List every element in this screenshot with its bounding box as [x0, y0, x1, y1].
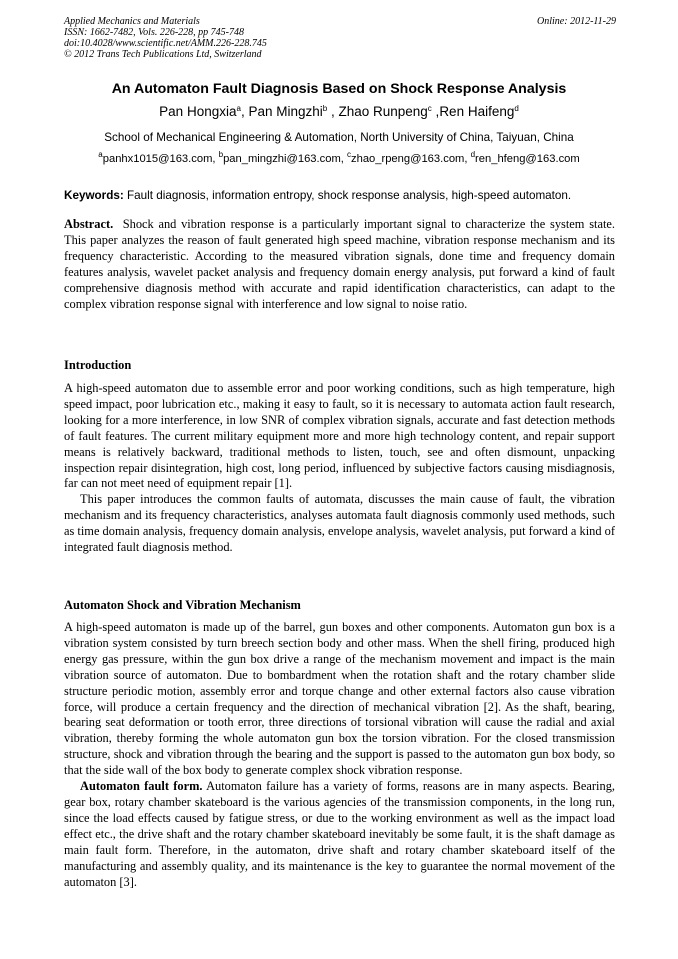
copyright-line: © 2012 Trans Tech Publications Ltd, Switzerland: [64, 49, 262, 60]
email-separator: ,: [340, 153, 347, 165]
email-mark: b: [218, 150, 224, 159]
fault-form-lead: Automaton fault form.: [80, 779, 203, 794]
email-address[interactable]: panhx1015@163.com: [102, 153, 213, 165]
author-separator: ,: [327, 104, 339, 119]
author-separator: ,: [431, 104, 440, 119]
abstract-text: Shock and vibration response is a particularly important signal to characterize the system state. This paper analyzes the reason of fault generated high speed machine, vibration response mechanism and its frequency characteristic. According to the measured vibration signals, done time and frequency domain features analysis, wavelet packet analysis and frequency domain energy analysis, put forward a kind of fault comprehensive diagnosis method with accurate and rapid identification characteristics, can adapt to the complex vibration response signal with interference and low signal to noise ratio.: [64, 217, 615, 311]
email-mark: a: [98, 150, 103, 159]
mechanism-body: [64, 620, 615, 890]
fault-form-text: Automaton failure has a variety of forms, reasons are in many aspects. Bearing, gear box, rotary chamber skateboard is the various agencies of the transmission components, in the long run, since the load effects caused by fatigue stress, or due to the working environment as well as the impact load effect etc., the drive shaft and the rotary chamber skateboard inevitably be some fault, it is the shaft damage as main fault form. Therefore, in the automaton, drive shaft and rotary chamber skateboard itself of the manufacturing and assembly quality, and its maintenance is the key to guarantee the normal movement of the automaton [3].: [64, 779, 615, 889]
author-separator: ,: [240, 104, 249, 119]
issn-line: ISSN: 1662-7482, Vols. 226-228, pp 745-748: [64, 27, 244, 38]
email-mark: d: [470, 150, 476, 159]
author-mark: c: [427, 104, 432, 113]
keywords: [64, 188, 624, 203]
email-separator: ,: [464, 153, 471, 165]
paper-title: An Automaton Fault Diagnosis Based on Shock Response Analysis: [111, 81, 567, 97]
doi-line[interactable]: doi:10.4028/www.scientific.net/AMM.226-228.745: [64, 38, 267, 49]
introduction-body: [64, 381, 615, 556]
author-name: Zhao Runpeng: [338, 104, 428, 119]
author-name: Pan Mingzhi: [248, 104, 323, 119]
author-mark: a: [236, 104, 241, 113]
intro-paragraph-1: A high-speed automaton due to assemble error and poor working conditions, such as high temperature, high speed impact, poor lubrication etc., making it easy to fault, so it is necessary to automata action fault research, looking for a more interference, in low SNR of complex vibration signals, accurate and fast detection methods of fault features. The current military equipment more and more high technology content, and repair support means is relatively backward, traditional methods to listen, touch, see and often dismount, unpacking inspection repair disintegration, high cost, long period, influenced by subjective factors causing misdiagnosis, far can not meet need of equipment repair [1].: [64, 381, 615, 491]
intro-paragraph-2: This paper introduces the common faults of automata, discusses the main cause of fault, the vibration mechanism and its frequency characteristics, analyses automata fault diagnosis commonly used methods, such as time domain analysis, frequency domain analysis, envelope analysis, wavelet analysis, put forward a kind of integrated fault diagnosis method.: [64, 492, 615, 555]
author-name: Ren Haifeng: [439, 104, 515, 119]
author-name: Pan Hongxia: [159, 104, 237, 119]
author-mark: b: [322, 104, 328, 113]
section-heading-introduction: Introduction: [64, 358, 132, 372]
email-separator: ,: [212, 153, 219, 165]
mechanism-paragraph-1: A high-speed automaton is made up of the barrel, gun boxes and other components. Automaton gun box is a vibration system consisted by turn breech section body and other mass. When the shell firing, produced high energy gas pressure, within the gun box drive a range of the mechanism movement and impact is the main vibration source of automaton. Due to bombardment when the rotation shaft and the rotary chamber slide structure periodic motion, assembly error and torque change and other external factors also cause vibration force, will produce a certain frequency and the direction of mechanical vibration [2]. As the shaft, bearing, bearing seat deformation or tooth error, three directions of torsional vibration will cause the radial and axial vibration, thereby forming the whole automaton gun box the torsion vibration. For the closed transmission structure, shock and vibration through the bearing and the support is passed to the automaton gun box body, so that the side wall of the box body to generate complex shock vibration response.: [64, 620, 615, 778]
keywords-label: Keywords:: [64, 189, 124, 202]
author-mark: d: [514, 104, 519, 113]
author-list: [40, 103, 638, 121]
journal-name: Applied Mechanics and Materials: [64, 16, 200, 27]
email-list: [40, 152, 638, 167]
email-address[interactable]: ren_hfeng@163.com: [475, 153, 580, 165]
abstract-label: Abstract.: [64, 217, 114, 231]
email-address[interactable]: pan_mingzhi@163.com: [223, 153, 341, 165]
email-mark: c: [347, 150, 351, 159]
mechanism-paragraph-2: [64, 779, 615, 890]
affiliation: School of Mechanical Engineering & Automation, North University of China, Taiyuan, China: [104, 131, 574, 144]
abstract: [64, 217, 615, 312]
journal-header: [64, 16, 616, 60]
email-address[interactable]: zhao_rpeng@163.com: [351, 153, 465, 165]
online-date: Online: 2012-11-29: [537, 16, 616, 27]
keywords-text: Fault diagnosis, information entropy, shock response analysis, high-speed automaton.: [127, 189, 572, 202]
section-heading-mechanism: Automaton Shock and Vibration Mechanism: [64, 598, 301, 612]
